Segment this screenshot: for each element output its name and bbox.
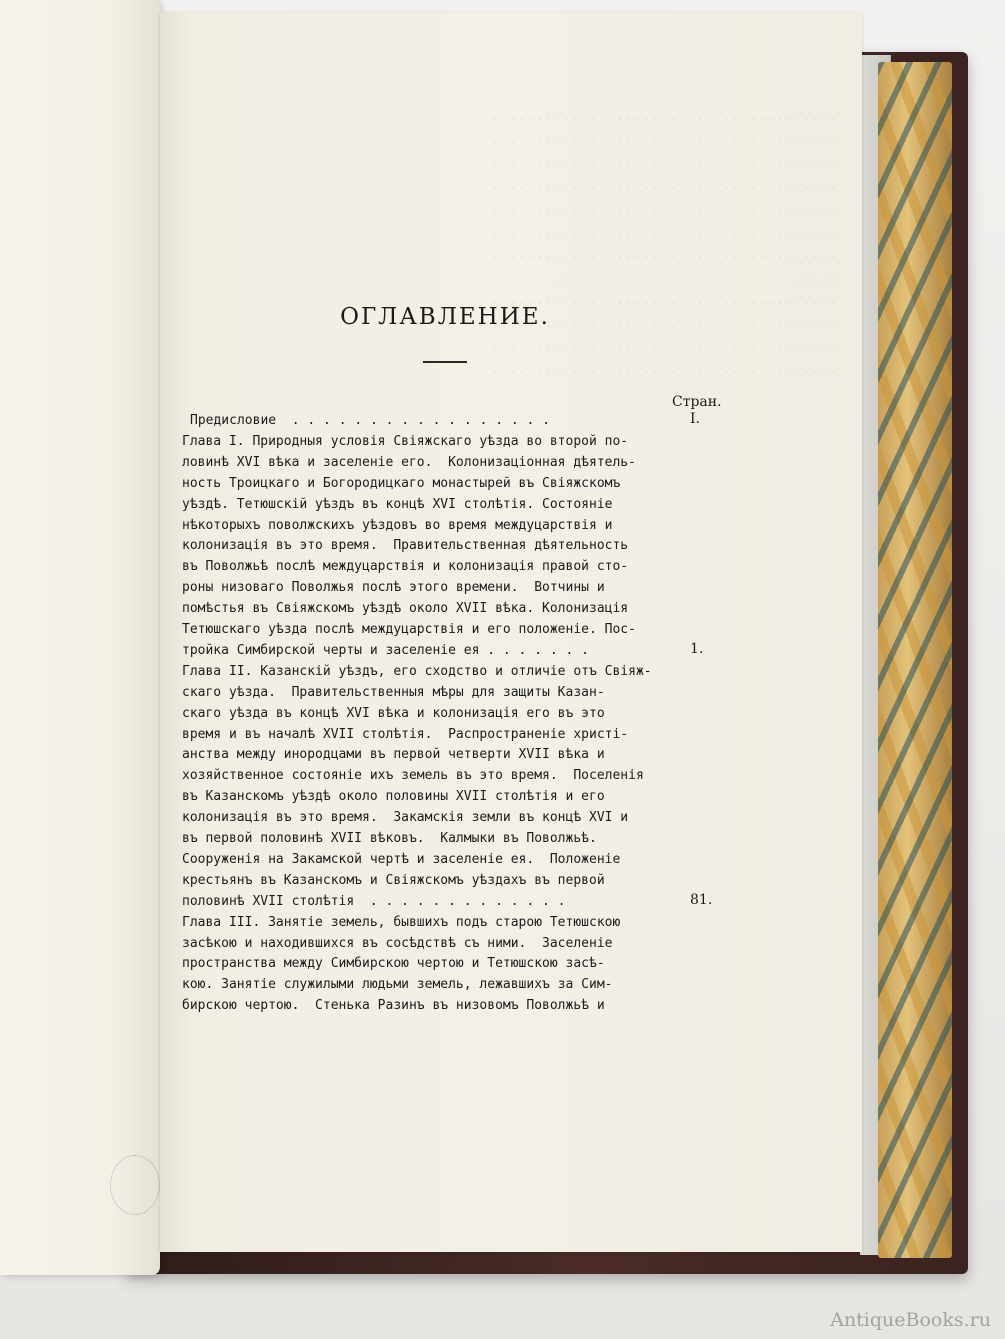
toc-entry-first-line: Предисловие . . . . . . . . . . . . . . . . .	[190, 413, 551, 428]
title-divider	[423, 361, 467, 363]
marbled-edge	[878, 62, 952, 1258]
toc-entry-line: Тетюшскаго уѣзда послѣ междуцарствія и его положеніе. Пос-	[182, 622, 636, 637]
toc-entry-line: колонизація въ это время. Правительственная дѣятельность	[182, 538, 629, 554]
left-facing-page	[0, 0, 160, 1275]
toc-entry-line: хозяйственное состояніе ихъ земель въ это время. Поселенія	[182, 768, 644, 784]
toc-entry-line: въ Казанскомъ уѣздѣ около половины XVII столѣтія и его	[182, 789, 605, 805]
contents-page	[160, 12, 862, 1252]
toc-entry-line: половинѣ XVII столѣтія . . . . . . . . . . . . .	[182, 893, 566, 909]
toc-entry-line: уѣздѣ. Тетюшскій уѣздъ въ концѣ XVI столѣтія. Состояніе	[182, 496, 613, 512]
toc-entry-line: роны низоваго Поволжья послѣ этого времени. Вотчины и	[182, 580, 605, 596]
toc-entry-first-line: Глава II. Казанскій уѣздъ, его сходство и отличіе отъ Свіяж-	[182, 663, 652, 679]
toc-entry-line: ловинѣ XVI вѣка и заселеніе его. Колонизаціонная дѣятель-	[182, 454, 636, 470]
toc-entry-line: крестьянъ въ Казанскомъ и Свіяжскомъ уѣздахъ въ первой	[182, 872, 605, 888]
toc-entry-line: бирскою чертою. Стенька Разинъ въ низовомъ Поволжьѣ и	[182, 998, 605, 1014]
toc-entry-line: кою. Занятіе служилыми людьми земель, лежавшихъ за Сим-	[182, 977, 613, 993]
toc-entry-line: ность Троицкаго и Богородицкаго монастырей въ Свіяжскомъ	[182, 475, 621, 491]
toc-entry-first-line: Глава I. Природныя условія Свіяжскаго уѣзда во второй по-	[182, 433, 629, 449]
toc-page-number: 81.	[690, 891, 713, 908]
watermark: AntiqueBooks.ru	[830, 1309, 991, 1331]
toc-entry-first-line: Глава III. Занятіе земель, бывшихъ подъ старою Тетюшскою	[182, 914, 621, 930]
toc-entry-line: пространства между Симбирскою чертою и Тетюшскою засѣ-	[182, 956, 605, 972]
toc-page-number: 1.	[690, 640, 704, 657]
toc-entry-line: тройка Симбирской черты и заселеніе ея . . . . . . .	[182, 642, 589, 658]
page-column-label: Стран.	[672, 394, 722, 410]
toc-entry-line: скаго уѣзда въ концѣ XVI вѣка и колонизація его въ это	[182, 705, 605, 721]
toc-entry-line: скаго уѣзда. Правительственныя мѣры для защиты Казан-	[182, 684, 605, 700]
toc-entry-line: засѣкою и находившихся въ сосѣдствѣ съ ними. Заселеніе	[182, 935, 613, 951]
page-title: ОГЛАВЛЕНИЕ.	[340, 304, 550, 330]
toc-entry-line: Сооруженія на Закамской чертѣ и заселеніе ея. Положеніе	[182, 851, 621, 867]
toc-entry-line: въ первой половинѣ XVII вѣковъ. Калмыки въ Поволжьѣ.	[182, 831, 597, 846]
toc-entry-line: въ Поволжьѣ послѣ междуцарствія и колонизація правой сто-	[182, 559, 629, 575]
toc-entry-line: время и въ началѣ XVII столѣтія. Распространеніе христі-	[182, 726, 629, 742]
show-through-text: . . . . . . . . . . . . . . . . . . . . . . . . . . . . . . . . . . . . . . . . . . . . . . . . . . . . . . . . . . . . . . . . . . . . . . . . . . . . . . . . . . . . . . . . . . . . . . . . . . . . . . . . . . . . . . . . . . . . . . . . . . . . . . . . . . . . . . . . . . . . . . . . . . . . . . . . . . . . . . . . . . . . . . . . . . . . . . . . . . . . . . . . . . . . . . . . . . . . . . . . . . . . . . . . . . . . . . . . . . . . . . . . . . . . . . . . . . . . . . . . . . . . . . . . . . . . . . . . . . . . . . . . . . . . . . . . . . . . . . . . . . . . . . . . . . . . . . . . . . . . . . . . . . . . . . . . . . . . . . . . . . . . . . . . . . . . . . . . . . . . . . . . . . . . . . . . . . . . . . . . . . . . . . . . . . . . . . . . . . . . . . . . . . . . . . . . . . . . . . . . . . . . . . . . . . . . . . . . . . . . . . . . . . . . . . . . . . . . . . . . . . . . . . . . . . . . . . . . . . . . . . . . . . . .	[492, 108, 836, 377]
toc-entry-line: нѣкоторыхъ поволжскихъ уѣздовъ во время междуцарствія и	[182, 517, 613, 533]
toc-page-number: I.	[690, 411, 700, 427]
toc-entry-line: колонизація въ это время. Закамскія земли въ концѣ XVI и	[182, 810, 629, 826]
library-stamp	[110, 1155, 160, 1215]
toc-entry-line: анства между инородцами въ первой четверти XVII вѣка и	[182, 747, 605, 763]
toc-entry-line: помѣстья въ Свіяжскомъ уѣздѣ около XVII вѣка. Колонизація	[182, 601, 629, 617]
